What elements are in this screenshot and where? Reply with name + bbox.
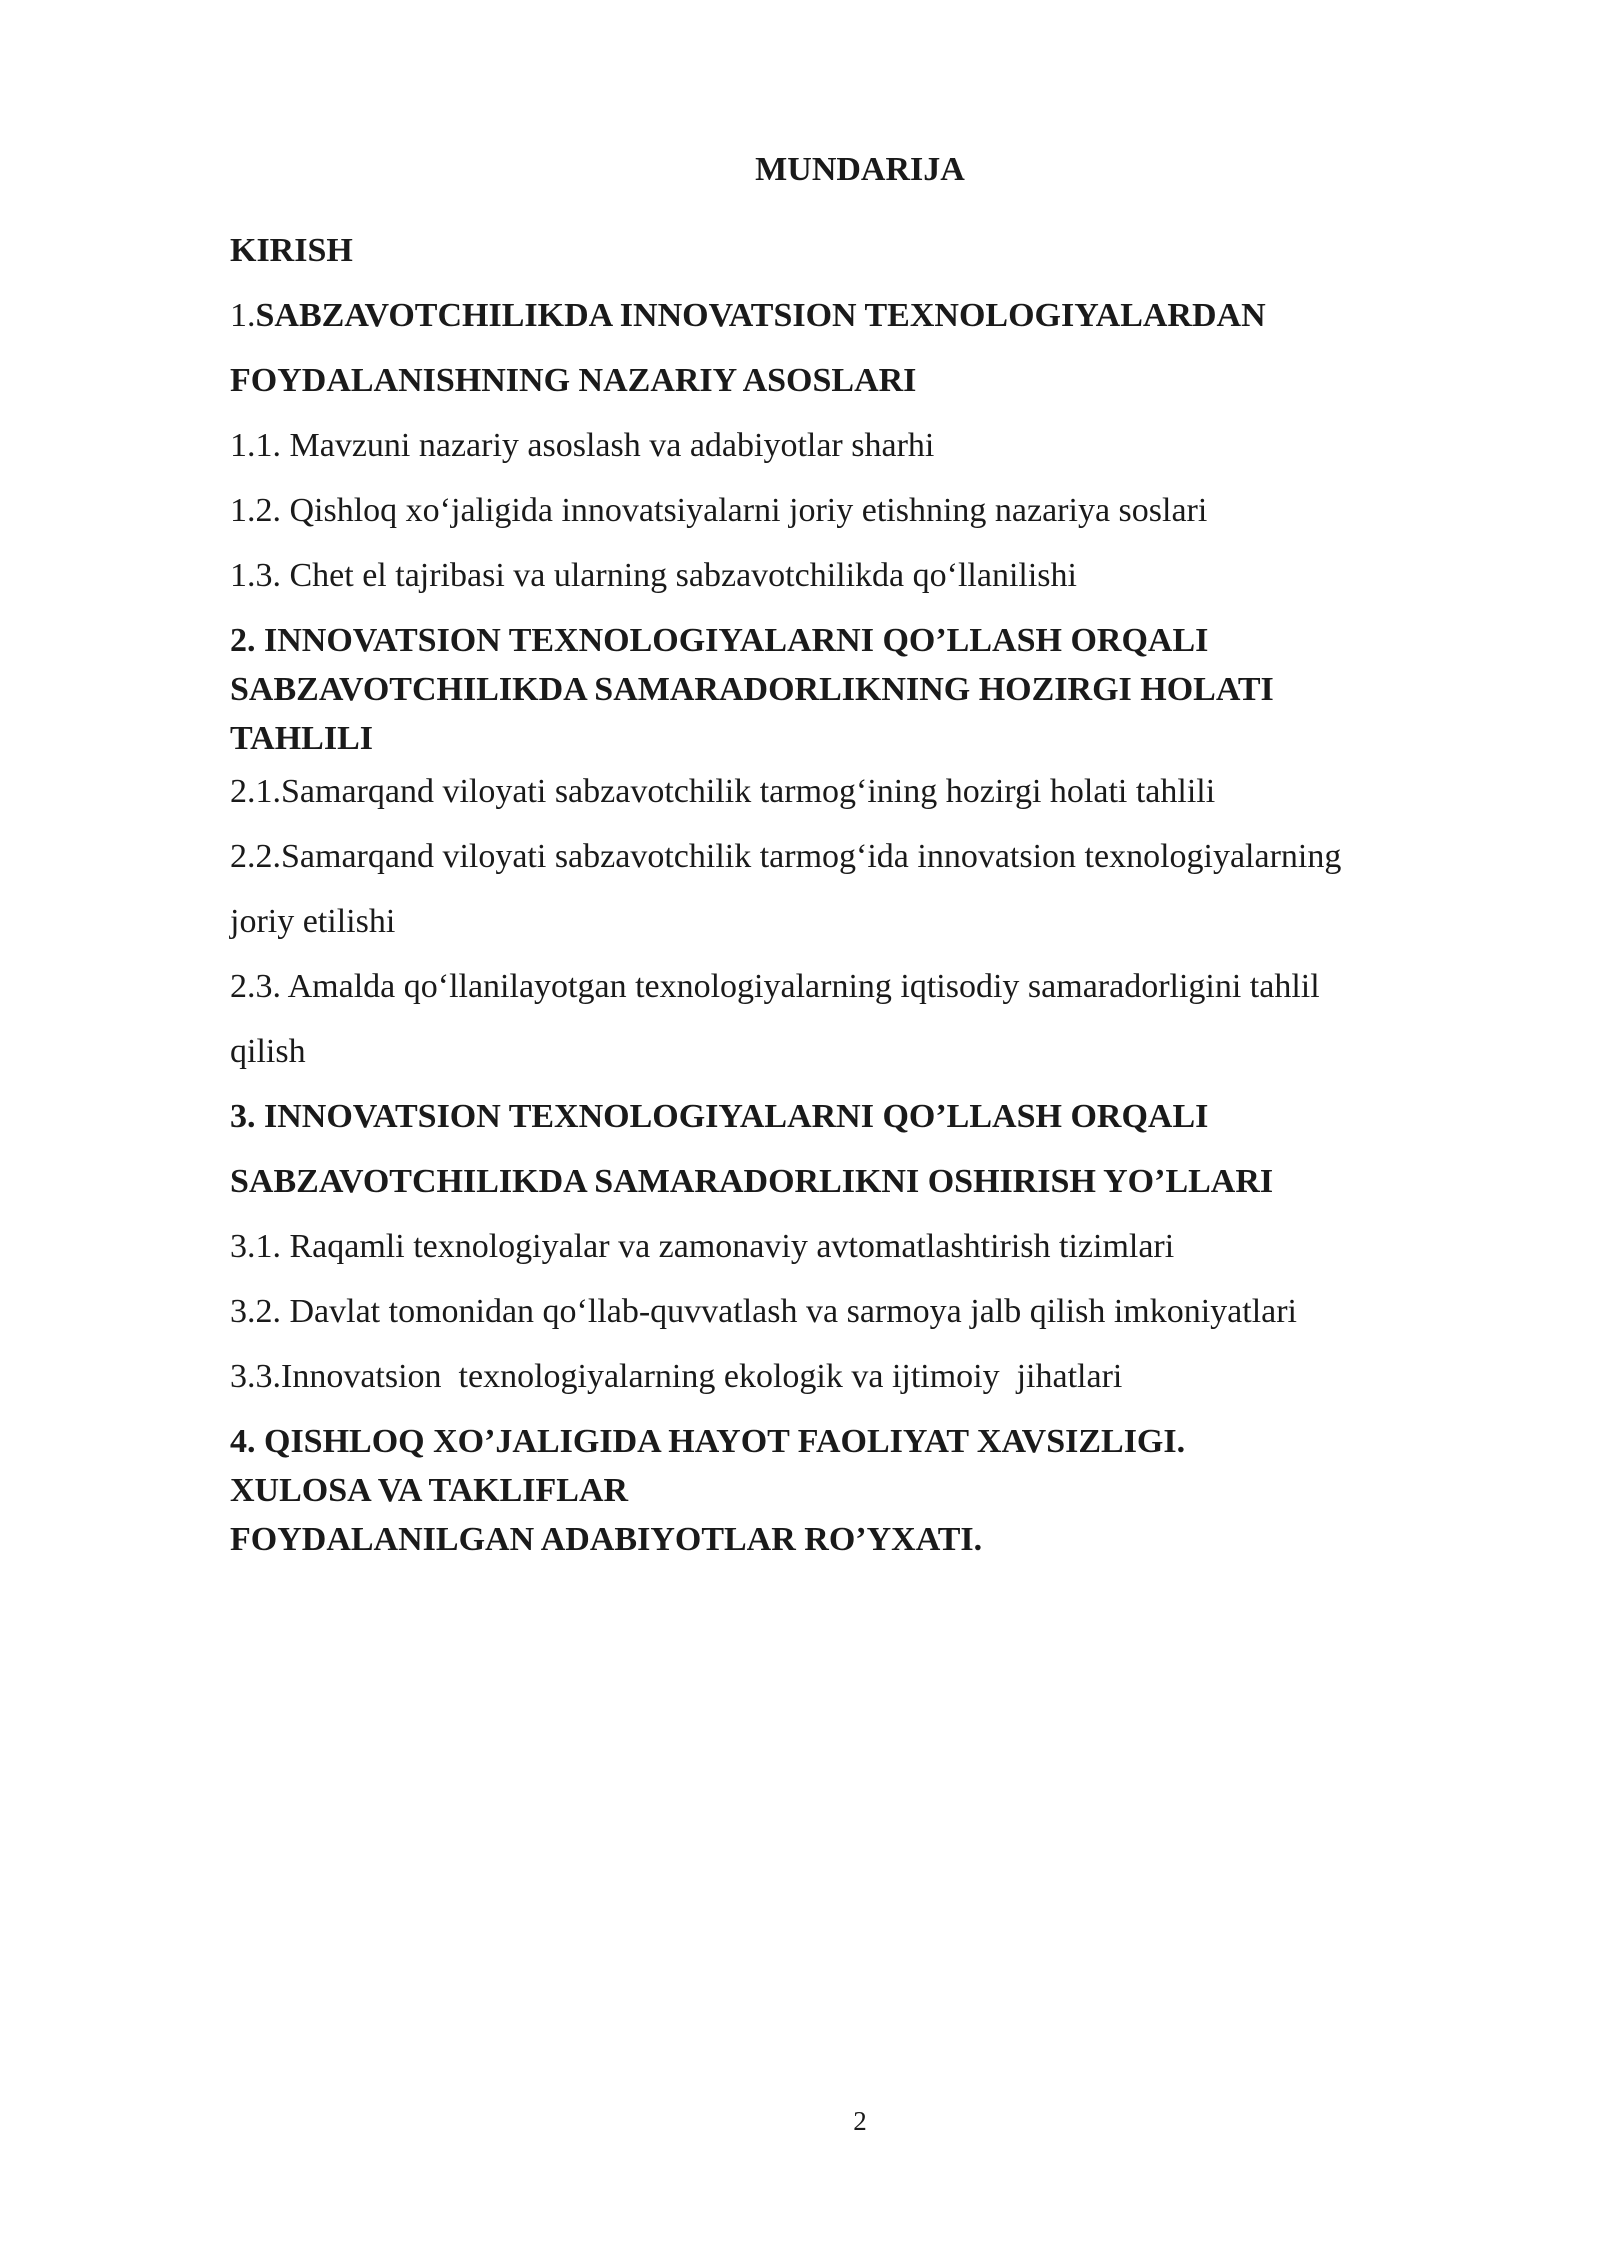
toc-section-1-2: 1.2. Qishloq xo‘jaligida innovatsiyalarni joriy etishning nazariya soslari [230,492,1208,529]
toc-chapter-1 [230,283,1480,348]
toc-section-2-2: 2.2.Samarqand viloyati sabzavotchilik tarmog‘ida innovatsion texnologiyalarning [230,838,1342,875]
toc-chapter-1-title-cont: FOYDALANISHNING NAZARIY ASOSLARI [230,362,917,399]
toc-chapter-2-cont-2: TAHLILI [230,720,373,757]
toc-intro: KIRISH [230,232,353,269]
toc-section-2-3: 2.3. Amalda qo‘llanilayotgan texnologiyalarning iqtisodiy samaradorligini tahlil [230,968,1320,1005]
toc-chapter-3: 3. INNOVATSION TEXNOLOGIYALARNI QO’LLASH ORQALI [230,1098,1209,1135]
toc-chapter-2: 2. INNOVATSION TEXNOLOGIYALARNI QO’LLASH ORQALI [230,622,1209,659]
toc-chapter-3-cont: SABZAVOTCHILIKDA SAMARADORLIKNI OSHIRISH YO’LLARI [230,1163,1274,1200]
toc-section-1-1: 1.1. Mavzuni nazariy asoslash va adabiyotlar sharhi [230,427,935,464]
table-of-contents [230,218,1480,1564]
toc-section-2-2-cont: joriy etilishi [230,903,396,940]
toc-references: FOYDALANILGAN ADABIYOTLAR RO’YXATI. [230,1521,983,1558]
toc-section-1-3: 1.3. Chet el tajribasi va ularning sabzavotchilikda qo‘llanilishi [230,557,1077,594]
page-title: MUNDARIJA [755,151,965,188]
toc-section-3-3: 3.3.Innovatsion texnologiyalarning ekologik va ijtimoiy jihatlari [230,1358,1123,1395]
toc-section-2-1: 2.1.Samarqand viloyati sabzavotchilik tarmog‘ining hozirgi holati tahlili [230,773,1216,810]
toc-chapter-4: 4. QISHLOQ XO’JALIGIDA HAYOT FAOLIYAT XAVSIZLIGI. [230,1423,1186,1460]
toc-section-2-3-cont: qilish [230,1033,306,1070]
toc-conclusion: XULOSA VA TAKLIFLAR [230,1472,629,1509]
toc-chapter-1-title: SABZAVOTCHILIKDA INNOVATSION TEXNOLOGIYALARDAN [255,297,1266,334]
toc-section-3-2: 3.2. Davlat tomonidan qo‘llab-quvvatlash va sarmoya jalb qilish imkoniyatlari [230,1293,1297,1330]
toc-chapter-2-cont: SABZAVOTCHILIKDA SAMARADORLIKNING HOZIRGI HOLATI [230,671,1274,708]
toc-chapter-1-number: 1. [230,297,256,334]
toc-section-3-1: 3.1. Raqamli texnologiyalar va zamonaviy avtomatlashtirish tizimlari [230,1228,1175,1265]
page-number: 2 [853,2106,867,2136]
